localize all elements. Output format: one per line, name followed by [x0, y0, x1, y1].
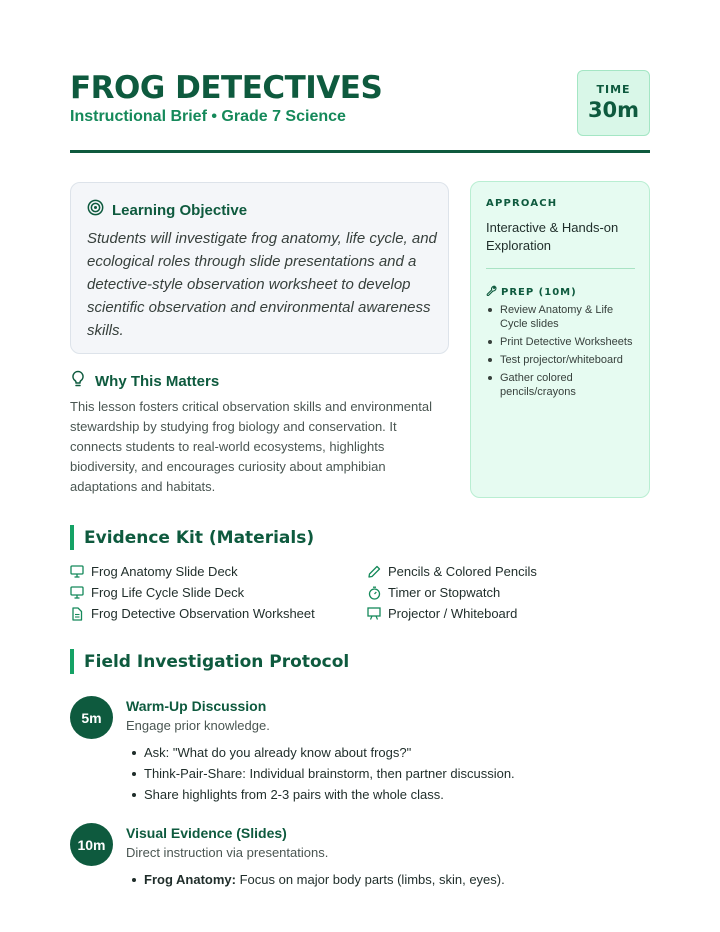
page-header [70, 70, 650, 154]
step-title: Visual Evidence (Slides) [126, 825, 287, 841]
step-item: Share highlights from 2-3 pairs with the whole class. [128, 784, 628, 805]
approach-text: Interactive & Hands-on Exploration [486, 220, 619, 253]
time-label: TIME [596, 83, 631, 96]
step-item-label: Frog Anatomy: [144, 872, 236, 887]
header-divider [70, 150, 650, 153]
step-time-badge: 5m [70, 696, 113, 739]
approach-label: APPROACH [486, 198, 558, 209]
material-item [70, 561, 315, 582]
section-accent-bar [70, 525, 74, 550]
step-description: Direct instruction via presentations. [126, 845, 329, 860]
material-label: Pencils & Colored Pencils [388, 564, 537, 579]
document-icon [70, 607, 84, 621]
materials-list-right [367, 561, 537, 624]
learning-objective-card [70, 182, 449, 354]
stopwatch-icon [367, 586, 381, 600]
step-item [128, 869, 628, 890]
prep-item: Test projector/whiteboard [486, 353, 641, 367]
step-list [128, 742, 628, 805]
step-title: Warm-Up Discussion [126, 698, 267, 714]
material-label: Frog Detective Observation Worksheet [91, 606, 315, 621]
step-item: Ask: "What do you already know about frogs?" [128, 742, 628, 763]
wrench-icon [486, 283, 497, 301]
sidebar-divider [486, 268, 635, 269]
section-accent-bar [70, 649, 74, 674]
protocol-heading [70, 649, 349, 674]
material-label: Frog Anatomy Slide Deck [91, 564, 238, 579]
why-title: Why This Matters [95, 373, 220, 390]
material-item [367, 582, 537, 603]
presentation-icon [367, 607, 381, 621]
material-label: Frog Life Cycle Slide Deck [91, 585, 245, 600]
target-icon [87, 199, 104, 221]
objective-title: Learning Objective [112, 201, 248, 219]
prep-item: Print Detective Worksheets [486, 335, 641, 349]
step-time-badge: 10m [70, 823, 113, 866]
why-heading [70, 370, 219, 393]
prep-item: Review Anatomy & Life Cycle slides [486, 303, 641, 331]
prep-list [486, 303, 641, 403]
monitor-icon [70, 565, 84, 579]
material-label: Projector / Whiteboard [388, 606, 518, 621]
material-item [367, 603, 537, 624]
materials-title: Evidence Kit (Materials) [84, 527, 315, 548]
time-badge [577, 70, 650, 136]
prep-heading [486, 283, 577, 301]
materials-list-left [70, 561, 315, 624]
prep-label: PREP (10M) [501, 286, 577, 298]
step-list [128, 869, 628, 890]
approach-sidebar [470, 181, 650, 498]
pencil-icon [367, 565, 381, 579]
material-label: Timer or Stopwatch [388, 585, 501, 600]
time-value: 30m [587, 98, 640, 122]
page-subtitle: Instructional Brief • Grade 7 Science [70, 108, 346, 125]
protocol-title: Field Investigation Protocol [84, 651, 350, 672]
objective-text: Students will investigate frog anatomy, life cycle, and ecological roles through slide presentations and a detective-style observation worksheet to develop scientific observation and environmental awareness skills. [87, 230, 437, 339]
step-item: Think-Pair-Share: Individual brainstorm, then partner discussion. [128, 763, 628, 784]
prep-item: Gather colored pencils/crayons [486, 371, 641, 399]
lightbulb-icon [70, 370, 86, 393]
objective-heading [87, 199, 247, 221]
materials-heading [70, 525, 314, 550]
material-item [367, 561, 537, 582]
why-text: This lesson fosters critical observation skills and environmental stewardship by studying frog biology and conservation. It connects students to real-world ecosystems, highlights biodiversity, and encourages curiosity about amphibian adaptations and habitats. [70, 399, 432, 494]
step-item-text: Focus on major body parts (limbs, skin, eyes). [235, 872, 505, 887]
monitor-icon [70, 586, 84, 600]
step-description: Engage prior knowledge. [126, 718, 270, 733]
material-item [70, 582, 315, 603]
material-item [70, 603, 315, 624]
page-title: FROG DETECTIVES [70, 70, 383, 106]
